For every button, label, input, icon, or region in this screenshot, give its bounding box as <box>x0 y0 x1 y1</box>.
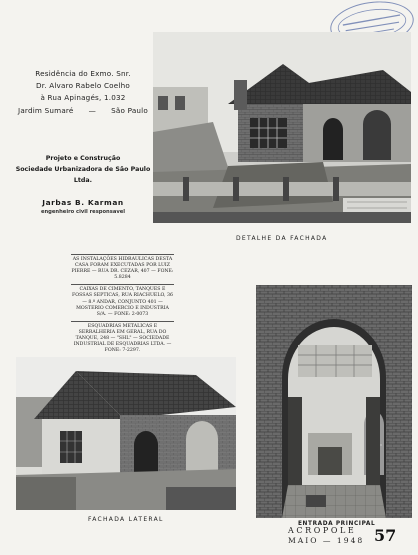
magazine-title: ACROPOLE <box>288 526 357 535</box>
project-line-2: Sociedade Urbanizadora de São Paulo Ltda. <box>15 166 151 184</box>
residence-dash: — <box>88 105 97 115</box>
caption-main-entrance: ENTRADA PRINCIPAL <box>298 521 376 527</box>
engineer-name: Jarbas B. Karman <box>42 198 124 207</box>
residence-line-3: à Rua Apinagés, 1.032 <box>40 93 126 103</box>
caption-side-facade: FACHADA LATERAL <box>88 516 164 523</box>
issue-date: MAIO — 1948 <box>288 536 365 545</box>
note-metal-frames: ESQUADRIAS METALICAS E SERRALHERIA EM GERAL, RUA DO TANQUE, 248 — "SHL" — SOCIEDADE INDUSTRIAL DE ESQUADRIAS LTDA. — FONE: 7-2297. <box>73 323 172 354</box>
page-number: 57 <box>374 526 397 545</box>
photo-facade-detail <box>153 32 411 223</box>
notes-divider-top <box>71 254 174 255</box>
contractor-notes <box>71 253 174 359</box>
note-hydraulics: AS INSTALAÇÕES HIDRAULICAS DESTA CASA FORAM EXECUTADAS POR LUIZ PIERRE — RUA DR. CEZAR, 407 — FONE: 5.8284 <box>71 257 174 281</box>
residence-city: São Paulo <box>111 105 148 115</box>
residence-neighborhood: Jardim Sumaré <box>18 105 74 115</box>
caption-facade-detail: DETALHE DA FACHADA <box>236 235 328 242</box>
project-credit <box>10 153 156 186</box>
note-cement-tanks: CAIXAS DE CIMENTO, TANQUES E FOSSAS SEPTICAS, RUA RIACHUELO, 36 — 8.º ANDAR, CONJUNTO 401 — MOSTERIO COMERCIO E INDUSTRIA S/A. — FONE: 2-0073 <box>72 287 173 317</box>
residence-info <box>10 68 156 117</box>
photo-side-facade <box>16 357 236 510</box>
notes-divider-1 <box>71 284 174 285</box>
residence-line-4 <box>10 105 156 117</box>
engineer-title: engenheiro civil responsavel <box>40 209 126 215</box>
notes-divider-2 <box>71 321 174 322</box>
residence-line-2: Dr. Alvaro Rabelo Coelho <box>36 81 130 91</box>
photo-main-entrance <box>256 285 412 518</box>
project-line-1: Projeto e Construção <box>45 155 121 162</box>
residence-line-1: Residência do Exmo. Snr. <box>35 69 131 78</box>
